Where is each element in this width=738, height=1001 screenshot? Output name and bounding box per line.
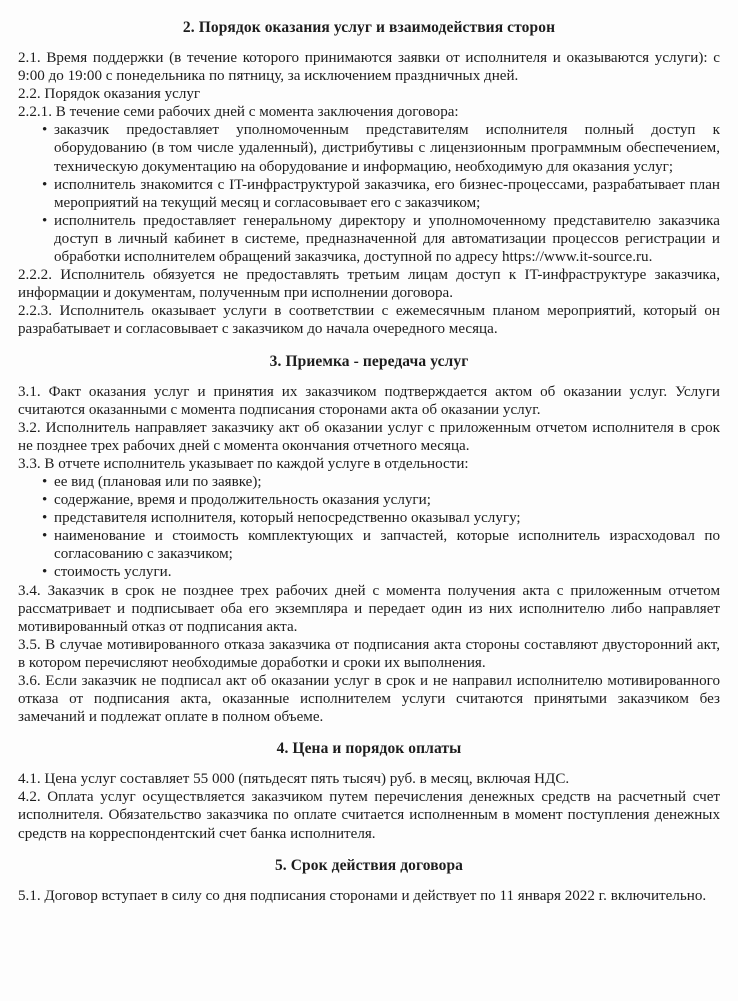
list-item-text: исполнитель предоставляет генеральному директору и уполномоченному представителю заказчика доступ в личный кабинет в системе, предназначенной для автоматизации процессов регистрации и обработки исполнителем обращений заказчика, доступной по адресу https://www.it-source.ru. [54,212,720,266]
bullet-icon: • [42,564,48,581]
bullet-icon: • [42,473,48,490]
list-item [18,509,720,527]
clause-3-1: 3.1. Факт оказания услуг и принятия их заказчиком подтверждается актом об оказании услуг. Услуги считаются оказанными с момента подписания сторонами акта об оказании услуг. [18,383,720,418]
bullet-icon: • [42,122,48,139]
clause-3-4: 3.4. Заказчик в срок не позднее трех рабочих дней с момента получения акта с приложенным отчетом рассматривает и подписывает оба его экземпляра и передает один из них исполнителю либо направляет мотивированный отказ от подписания акта. [18,582,720,635]
clause-2-2-3: 2.2.3. Исполнитель оказывает услуги в соответствии с ежемесячным планом мероприятий, который он разрабатывает и согласовывает с заказчиком до начала очередного месяца. [18,303,720,338]
section-heading-5: 5. Срок действия договора [274,856,464,874]
list-item-text: заказчик предоставляет уполномоченным представителям исполнителя полный доступ к оборудованию (в том числе удаленный), дистрибутивы с лицензионным программным обеспечением, техническую документацию на оборудование и информацию, необходимую для оказания услуг; [54,122,720,175]
section-heading-4: 4. Цена и порядок оплаты [276,740,462,758]
heading-spacer [18,758,720,770]
bullet-icon: • [42,528,48,545]
clause-4-2: 4.2. Оплата услуг осуществляется заказчиком путем перечисления денежных средств на расчетный счет исполнителя. Обязательство заказчика по оплате считается исполненным в момент поступления денежных средств на корреспондентский счет банка исполнителя. [18,789,720,842]
section-heading-3: 3. Приемка - передача услуг [269,352,469,370]
list-item [18,527,720,563]
clause-3-6: 3.6. Если заказчик не подписал акт об оказании услуг в срок и не направил исполнителю мотивированного отказа от подписания акта, оказанные исполнителем услуги считаются принятыми заказчиком без замечаний и подлежат оплате в полном объеме. [18,673,720,726]
clause-2-2-2: 2.2.2. Исполнитель обязуется не предоставлять третьим лицам доступ к IT-инфраструктуре заказчика, информации и документам, полученным при исполнении договора. [18,267,720,302]
clause-3-3-bullet-list [18,473,720,582]
clause-4-1: 4.1. Цена услуг составляет 55 000 (пятьдесят пять тысяч) руб. в месяц, включая НДС. [18,771,570,788]
list-item-text: исполнитель знакомится с IT-инфраструктурой заказчика, его бизнес-процессами, разрабатывает план мероприятий на текущий месяц и согласовывает его с заказчиком; [54,176,720,211]
list-item [18,473,720,491]
clause-2-2-1: 2.2.1. В течение семи рабочих дней с момента заключения договора: [18,104,459,121]
clause-2-2: 2.2. Порядок оказания услуг [18,86,201,103]
list-item-text: представителя исполнителя, который непосредственно оказывал услугу; [54,510,521,527]
clause-3-2: 3.2. Исполнитель направляет заказчику акт об оказании услуг с приложенным отчетом исполнителя в срок не позднее трех рабочих дней с момента окончания отчетного месяца. [18,419,720,454]
list-item [18,491,720,509]
list-item [18,121,720,175]
bullet-icon: • [42,492,48,509]
list-item-text: ее вид (плановая или по заявке); [54,473,262,490]
section-heading-2: 2. Порядок оказания услуг и взаимодействия сторон [182,19,556,36]
bullet-icon: • [42,510,48,527]
list-item-text: стоимость услуги. [54,564,172,581]
list-item [18,563,720,581]
clause-2-1: 2.1. Время поддержки (в течение которого принимаются заявки от исполнителя и оказываются услуги): с 9:00 до 19:00 с понедельника по пятницу, за исключением праздничных дней. [18,50,720,85]
bullet-icon: • [42,212,48,229]
heading-spacer [18,875,720,887]
list-item [18,176,720,212]
clause-3-3: 3.3. В отчете исполнитель указывает по каждой услуге в отдельности: [18,455,469,472]
clause-2-2-1-bullet-list [18,121,720,266]
clause-3-5: 3.5. В случае мотивированного отказа заказчика от подписания акта стороны составляют двусторонний акт, в котором перечисляют необходимые доработки и сроки их выполнения. [18,636,720,671]
list-item-text: содержание, время и продолжительность оказания услуги; [54,492,431,509]
heading-spacer [18,371,720,383]
heading-spacer [18,37,720,49]
clause-5-1: 5.1. Договор вступает в силу со дня подписания сторонами и действует по 11 января 2022 г. включительно. [18,887,707,904]
list-item-text: наименование и стоимость комплектующих и запчастей, которые исполнитель израсходовал по согласованию с заказчиком; [54,528,720,563]
bullet-icon: • [42,176,48,193]
list-item [18,212,720,266]
